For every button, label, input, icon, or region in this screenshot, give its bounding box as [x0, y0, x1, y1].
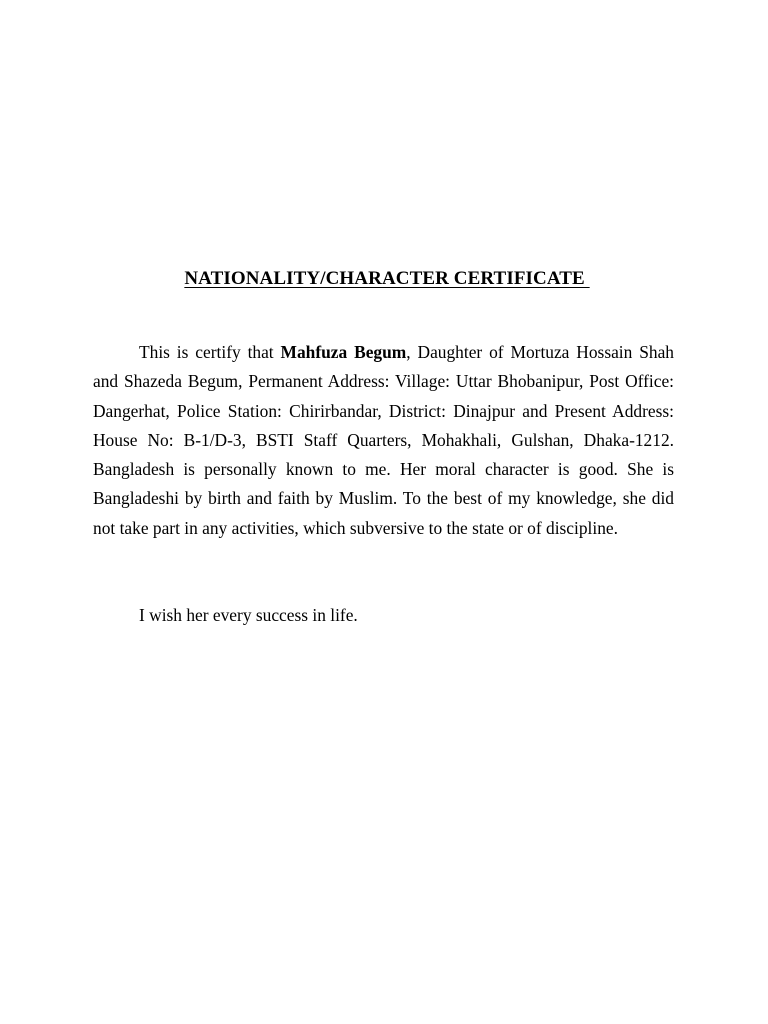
certificate-title: NATIONALITY/CHARACTER CERTIFICATE — [184, 268, 590, 289]
subject-name: Mahfuza Begum — [280, 342, 407, 362]
certificate-body-paragraph — [93, 338, 674, 543]
body-details: , Daughter of Mortuza Hossain Shah and Shazeda Begum, Permanent Address: Village: Uttar Bhobanipur, Post Office: Dangerhat, Police Station: Chirirbandar, District: Dinajpur and Present Address: House No: B-1/D-3, BSTI Staff Quarters, Mohakhali, Gulshan, Dhaka-1212. Bangladesh is personally known to me. Her moral character is good. She is Bangladeshi by birth and faith by Muslim. To the best of my knowledge, she did not take part in any activities, which subversive to the state or of discipline. — [93, 342, 675, 538]
body-intro: This is certify that — [139, 342, 281, 362]
closing-line: I wish her every success in life. — [139, 605, 358, 625]
